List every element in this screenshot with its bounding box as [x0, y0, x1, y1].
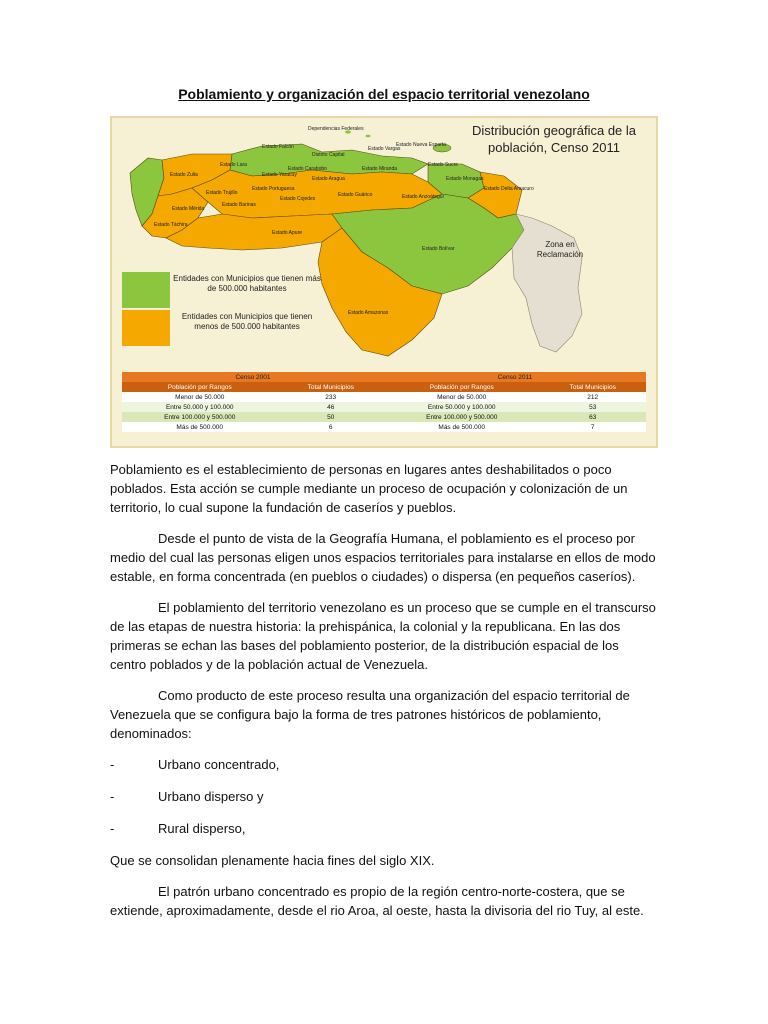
table-row [122, 422, 646, 432]
table-cell: Menor de 50.000 [122, 392, 277, 402]
legend-swatch-green [122, 272, 170, 308]
label-distrito-capital: Distrito Capital [312, 152, 345, 158]
label-delta: Estado Delta Amacuro [484, 186, 534, 192]
table-cell: Entre 100.000 y 500.000 [122, 412, 277, 422]
table-cell: 212 [539, 392, 646, 402]
table-cell: 6 [277, 422, 384, 432]
table-cell: Más de 500.000 [122, 422, 277, 432]
label-yaracuy: Estado Yaracuy [262, 172, 297, 178]
paragraph-4: Como producto de este proceso resulta una organización del espacio territorial de Venezuela que se configura bajo la forma de tres patrones históricos de poblamiento, denominados: [110, 688, 630, 741]
table-cell: Más de 500.000 [384, 422, 539, 432]
table-col-total-2011: Total Municipios [539, 382, 646, 392]
label-dependencias: Dependencias Federales [308, 126, 364, 132]
table-row [122, 402, 646, 412]
census-table [122, 372, 646, 432]
map-title: Distribución geográfica de la población, Censo 2011 [471, 123, 637, 155]
label-guarico: Estado Guárico [338, 192, 373, 198]
label-falcon: Estado Falcón [262, 144, 294, 150]
table-cell: Menor de 50.000 [384, 392, 539, 402]
list-dash: - [110, 789, 115, 804]
table-cell: Entre 50.000 y 100.000 [122, 402, 277, 412]
table-cell: 46 [277, 402, 384, 412]
table-col-rangos-2001: Población por Rangos [122, 382, 277, 392]
table-cell: 63 [539, 412, 646, 422]
map-zona-reclamacion [512, 214, 582, 352]
table-cell: Entre 50.000 y 100.000 [384, 402, 539, 412]
label-anzoategui: Estado Anzoátegui [402, 194, 444, 200]
map-island-2 [365, 135, 370, 138]
list-dash: - [110, 821, 115, 836]
table-cell: Entre 100.000 y 500.000 [384, 412, 539, 422]
label-vargas: Estado Vargas [368, 146, 401, 152]
list-item [110, 755, 658, 774]
label-amazonas: Estado Amazonas [348, 310, 389, 316]
table-cell: 50 [277, 412, 384, 422]
label-sucre: Estado Sucre [428, 162, 459, 168]
document-body [110, 460, 658, 932]
legend-text-green: Entidades con Municipios que tienen más de 500.000 habitantes [173, 274, 321, 293]
label-barinas: Estado Barinas [222, 202, 256, 208]
paragraph-2: Desde el punto de vista de la Geografía Humana, el poblamiento es el proceso por medio del cual las personas eligen unos espacios territoriales para instalarse en ellos de modo estable, en forma concentrada (en pueblos o ciudades) o dispersa (en pequeños caseríos). [110, 531, 656, 584]
label-monagas: Estado Monagas [446, 176, 484, 182]
page-title: Poblamiento y organización del espacio territorial venezolano [178, 86, 590, 102]
table-cell: 233 [277, 392, 384, 402]
list-item-text: Urbano concentrado, [158, 757, 280, 772]
list-item [110, 787, 658, 806]
list-item-text: Urbano disperso y [158, 789, 264, 804]
label-tachira: Estado Táchira [154, 222, 188, 228]
paragraph-6: El patrón urbano concentrado es propio de la región centro-norte-costera, que se extiende, aproximadamente, desde el rio Aroa, al oeste, hasta la divisoria del rio Tuy, al este. [110, 884, 644, 918]
label-carabobo: Estado Carabobo [288, 166, 327, 172]
label-lara: Estado Lara [220, 162, 247, 168]
table-group-2001: Censo 2001 [122, 372, 384, 382]
label-bolivar: Estado Bolívar [422, 246, 455, 252]
label-apure: Estado Apure [272, 230, 303, 236]
label-aragua: Estado Aragua [312, 176, 345, 182]
label-nueva-esparta: Estado Nueva Esparta [396, 142, 447, 148]
label-zulia: Estado Zulia [170, 172, 198, 178]
label-portuguesa: Estado Portuguesa [252, 186, 295, 192]
label-cojedes: Estado Cojedes [280, 196, 316, 202]
legend-swatch-orange [122, 310, 170, 346]
list-item [110, 819, 658, 838]
paragraph-5: Que se consolidan plenamente hacia fines del siglo XIX. [110, 853, 435, 868]
table-row [122, 392, 646, 402]
table-cell: 53 [539, 402, 646, 412]
label-miranda: Estado Miranda [362, 166, 398, 172]
table-col-total-2001: Total Municipios [277, 382, 384, 392]
paragraph-1: Poblamiento es el establecimiento de personas en lugares antes deshabilitados o poco poblados. Esta acción se cumple mediante un proceso de ocupación y colonización de un territorio, lo cual supone la fundación de caseríos y pueblos. [110, 462, 628, 515]
label-merida: Estado Mérida [172, 206, 205, 212]
table-col-rangos-2011: Población por Rangos [384, 382, 539, 392]
list-item-text: Rural disperso, [158, 821, 246, 836]
list-dash: - [110, 757, 115, 772]
paragraph-3: El poblamiento del territorio venezolano es un proceso que se cumple en el transcurso de las etapas de nuestra historia: la prehispánica, la colonial y la republicana. En las dos primeras se echan las bases del poblamiento posterior, de la distribución espacial de los centro poblados y de la población actual de Venezuela. [110, 600, 656, 672]
table-group-2011: Censo 2011 [384, 372, 646, 382]
table-row [122, 412, 646, 422]
table-cell: 7 [539, 422, 646, 432]
label-trujillo: Estado Trujillo [206, 190, 238, 196]
legend-text-orange: Entidades con Municipios que tienen menos de 500.000 habitantes [181, 312, 313, 331]
zona-reclamacion-label: Zona en Reclamación [536, 240, 584, 259]
population-map-figure [110, 116, 658, 448]
